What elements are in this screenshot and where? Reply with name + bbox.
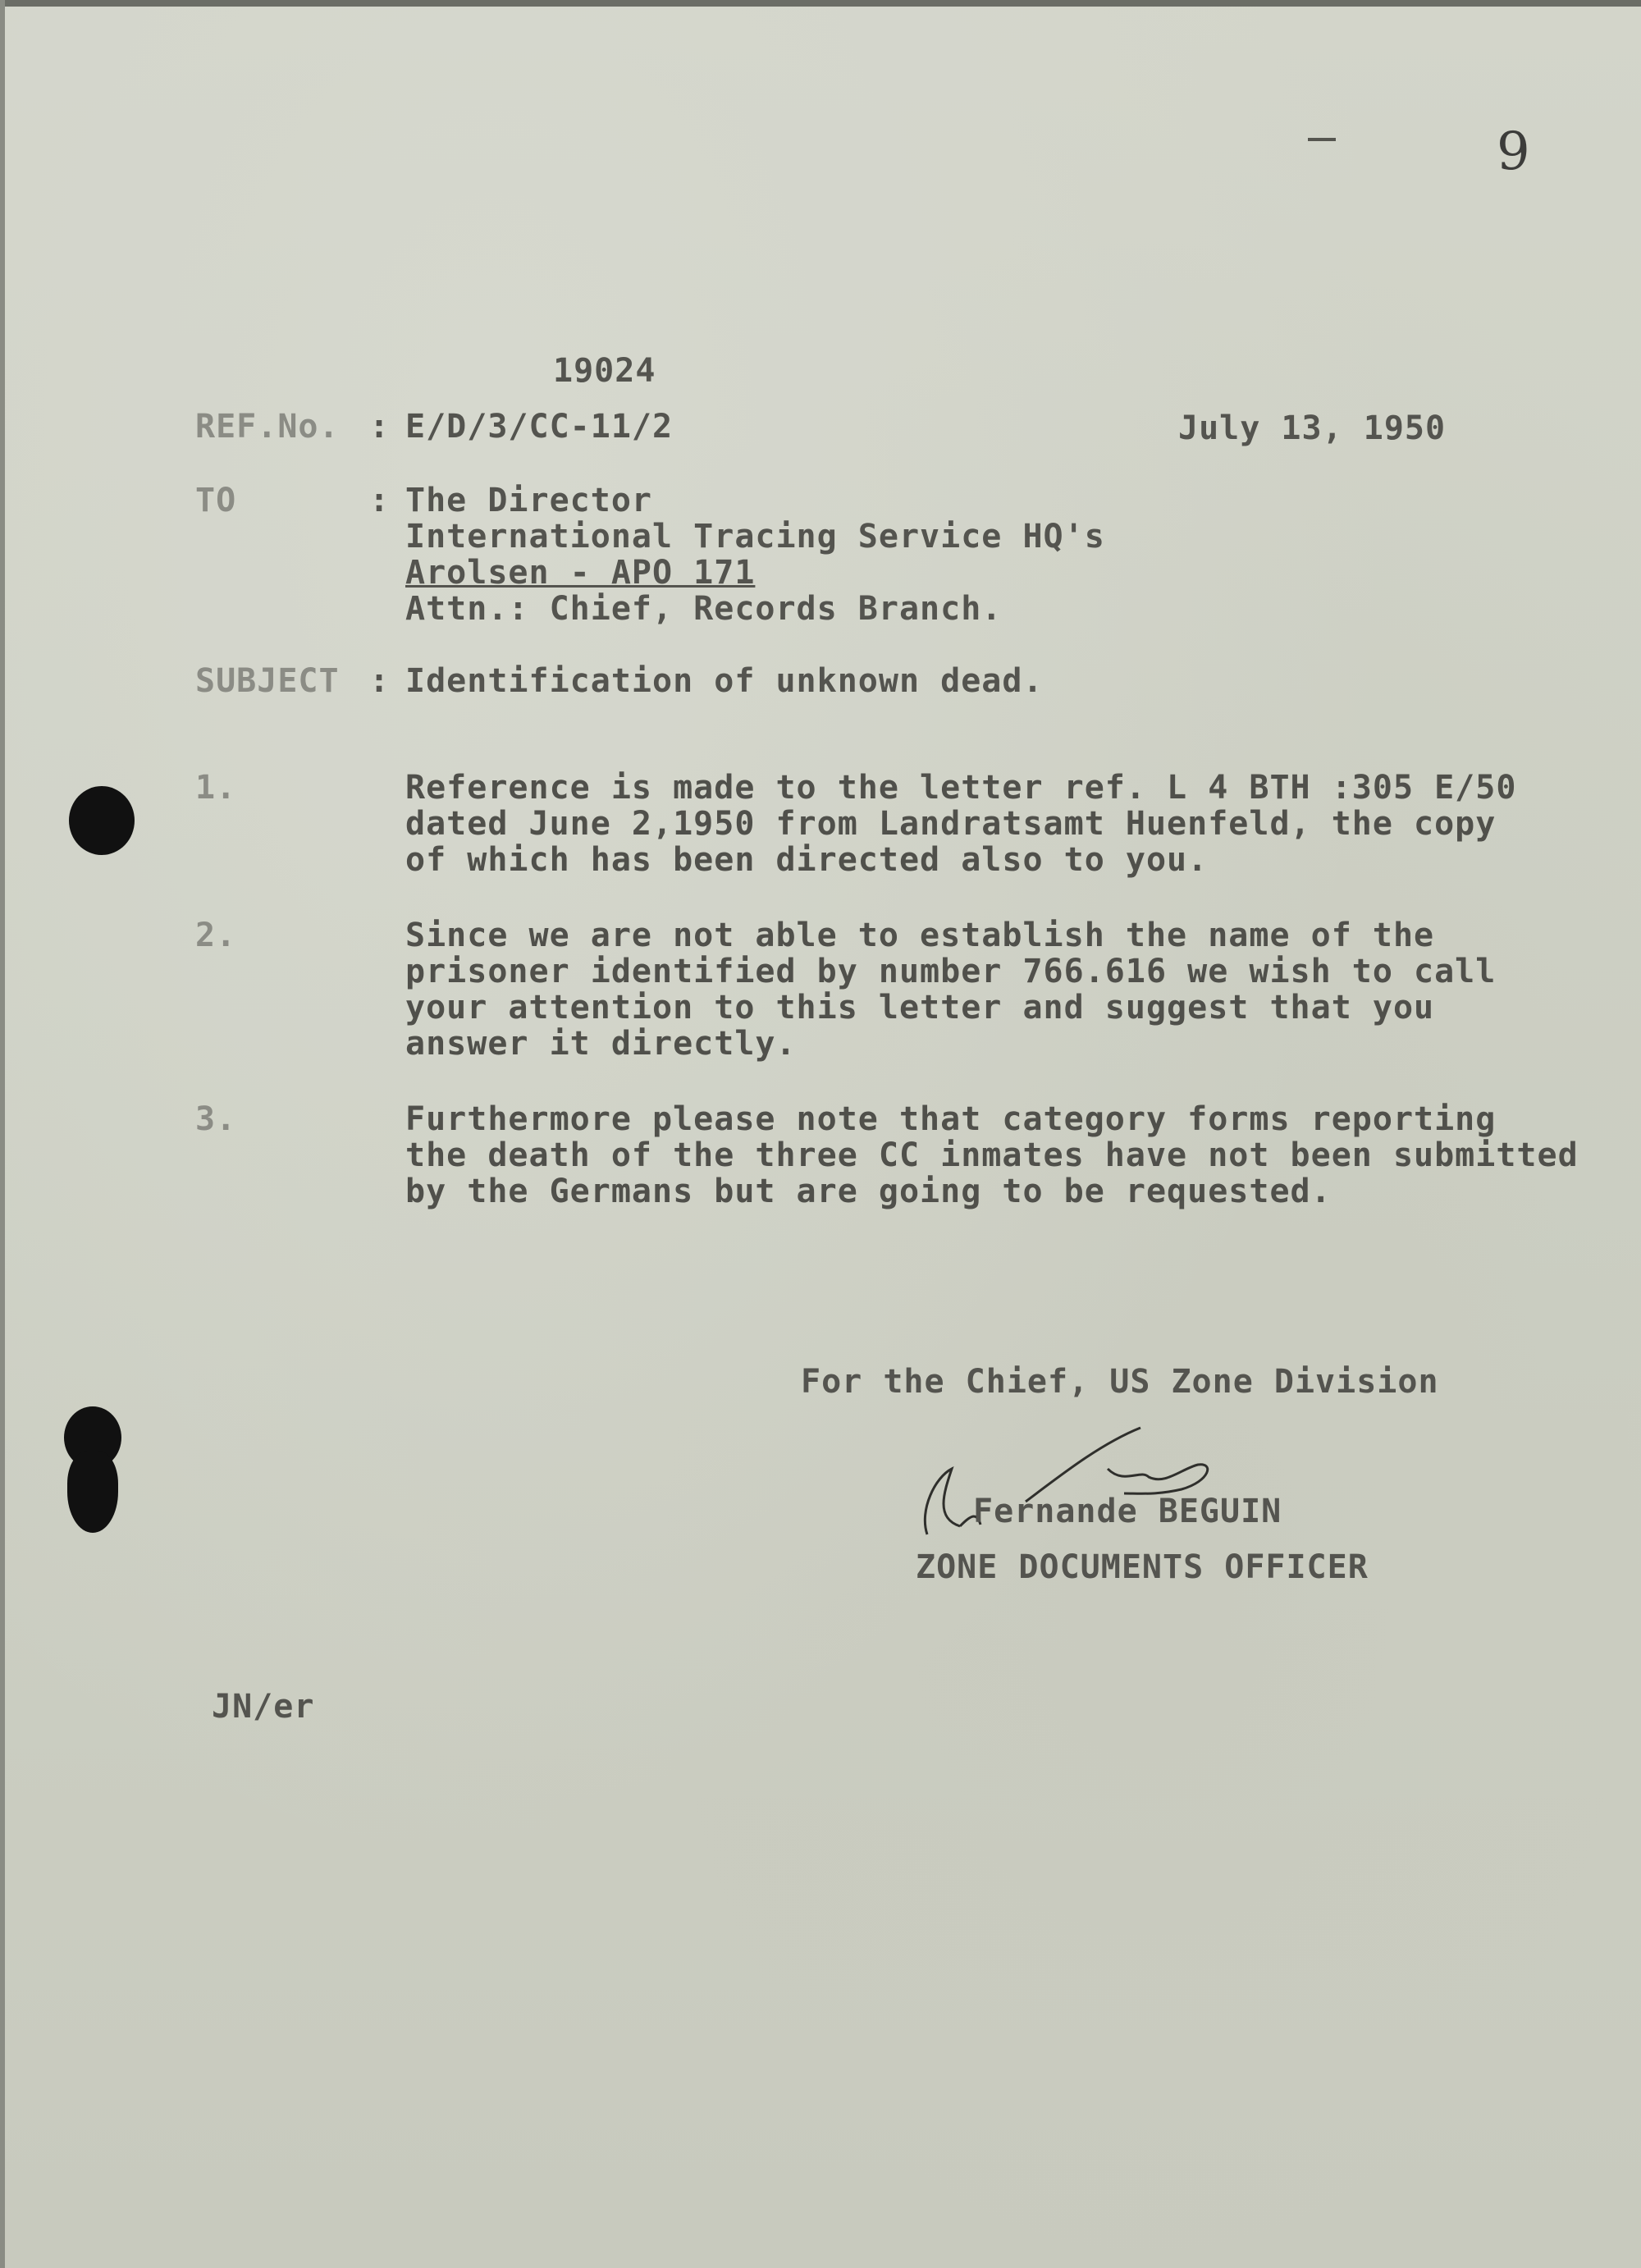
document-number: 19024: [553, 352, 656, 390]
ref-label: REF.No.: [195, 408, 340, 446]
paragraph-line: by the Germans but are going to be requested.: [405, 1173, 1332, 1210]
scan-left-edge: [0, 0, 5, 2268]
recipient-line: Arolsen - APO 171: [405, 554, 756, 592]
to-separator: :: [369, 482, 391, 519]
signer-name: Fernande BEGUIN: [973, 1493, 1282, 1530]
ref-separator: :: [369, 408, 391, 446]
paragraph-line: your attention to this letter and suggest that you: [405, 989, 1435, 1027]
paragraph-number: 1.: [195, 769, 237, 807]
subject-label: SUBJECT: [195, 662, 340, 700]
scan-top-edge: [0, 0, 1641, 7]
punch-hole: [69, 786, 135, 855]
typist-initials: JN/er: [212, 1688, 315, 1726]
paragraph-number: 3.: [195, 1100, 237, 1138]
letter-date: July 13, 1950: [1178, 409, 1447, 447]
closing-line: For the Chief, US Zone Division: [801, 1363, 1439, 1401]
recipient-line: The Director: [405, 482, 652, 519]
to-label: TO: [195, 482, 237, 519]
subject-separator: :: [369, 662, 391, 700]
paragraph-line: prisoner identified by number 766.616 we wish to call: [405, 953, 1497, 990]
signer-title: ZONE DOCUMENTS OFFICER: [916, 1548, 1369, 1586]
punch-hole: [67, 1451, 118, 1533]
page-number: 9: [1497, 121, 1530, 182]
paragraph-line: dated June 2,1950 from Landratsamt Huenfeld, the copy: [405, 805, 1497, 843]
paragraph-line: Furthermore please note that category forms reporting: [405, 1100, 1497, 1138]
paragraph-line: Reference is made to the letter ref. L 4 BTH :305 E/50: [405, 769, 1517, 807]
paragraph-line: of which has been directed also to you.: [405, 841, 1209, 879]
paragraph-number: 2.: [195, 917, 237, 954]
recipient-line: International Tracing Service HQ's: [405, 518, 1105, 556]
ref-value: E/D/3/CC-11/2: [405, 408, 674, 446]
recipient-line: Attn.: Chief, Records Branch.: [405, 590, 1003, 628]
subject-value: Identification of unknown dead.: [405, 662, 1044, 700]
paragraph-line: answer it directly.: [405, 1025, 797, 1063]
paragraph-line: Since we are not able to establish the name of the: [405, 917, 1435, 954]
handwritten-signature: [903, 1420, 1247, 1551]
paragraph-line: the death of the three CC inmates have not been submitted: [405, 1136, 1579, 1174]
pencil-dash-mark: [1308, 138, 1336, 141]
